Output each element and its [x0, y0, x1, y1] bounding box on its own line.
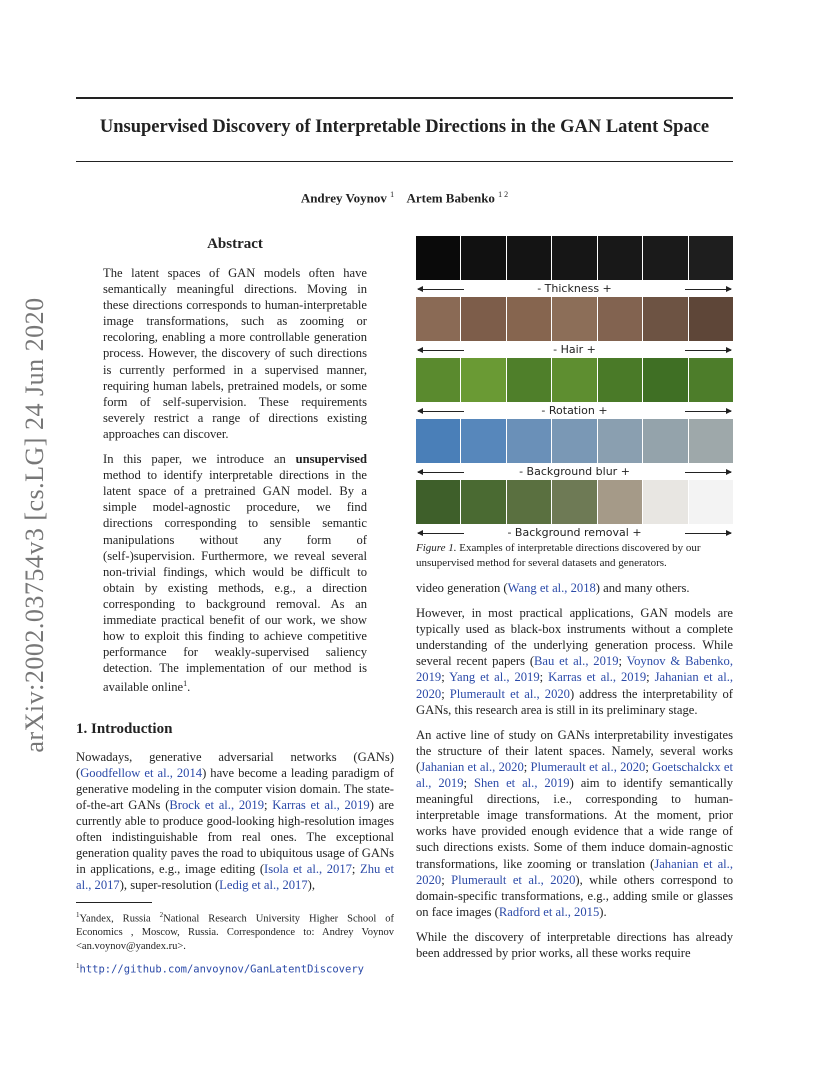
citation-link[interactable]: Isola et al., 2017	[264, 862, 352, 877]
introduction-body	[76, 749, 394, 894]
sample-image	[598, 297, 642, 341]
abstract-paragraph: The latent spaces of GAN models often have semantically meaningful directions. Moving in these directions corresponds to human-interpretable image transformations, such as zooming or recoloring, enabling a more controllable generation process. However, the discovery of such directions is currently performed in a supervised manner, requiring human labels, pretrained models, or some form of self-supervision. These requirements severely restrict a range of directions existing approaches can discover.	[103, 266, 367, 441]
abstract-heading: Abstract	[207, 236, 263, 252]
text-run: ;	[441, 872, 452, 887]
citation-link[interactable]: Plumerault et al., 2020	[449, 686, 570, 701]
direction-label	[416, 527, 733, 539]
section-heading-introduction: 1. Introduction	[76, 720, 173, 737]
text-run: .	[187, 680, 191, 695]
right-column	[416, 236, 733, 970]
text-run: ),	[307, 878, 315, 893]
sample-image	[552, 236, 596, 280]
sample-image	[507, 480, 551, 524]
footnote-rule	[76, 902, 152, 903]
sample-image	[507, 419, 551, 463]
footnote-marker: 1	[76, 962, 80, 971]
text-run: ), while others correspond to domain-specific transformations, e.g., adding smile or glasses on face images (	[416, 872, 733, 919]
citation-link[interactable]: Plumerault et al., 2020	[451, 872, 576, 887]
direction-label-text: - Background removal +	[503, 526, 645, 539]
sample-image	[598, 419, 642, 463]
sample-image	[552, 480, 596, 524]
sample-image	[643, 236, 687, 280]
text-run: National Research University Higher School of Economics , Moscow, Russia. Correspondence to: Andrey Voynov <an.voynov@yandex.ru>.	[76, 913, 394, 952]
text-run: Nowadays, generative adversarial networks (GANs) (	[76, 749, 394, 780]
figure-row	[416, 236, 733, 295]
text-run: ;	[441, 670, 450, 685]
citation-link[interactable]: Voynov & Babenko, 2019	[416, 654, 733, 685]
sample-image	[689, 358, 733, 402]
citation-link[interactable]: Bau et al., 2019	[534, 654, 619, 669]
sample-image	[552, 419, 596, 463]
citation-link[interactable]: Radford et al., 2015	[498, 904, 600, 919]
title-rule-top	[76, 97, 733, 99]
text-run: ;	[645, 759, 653, 774]
direction-label-text: - Thickness +	[533, 282, 616, 295]
footnote-marker: 1	[76, 911, 80, 920]
sample-image	[461, 419, 505, 463]
figure-1	[416, 236, 733, 539]
text-run: ;	[523, 759, 531, 774]
left-column	[76, 236, 394, 984]
right-column-body	[416, 580, 733, 961]
sample-image	[643, 480, 687, 524]
body-paragraph	[76, 749, 394, 894]
footnote-marker: 1	[183, 679, 188, 689]
arxiv-stamp	[20, 290, 50, 760]
sample-image	[598, 236, 642, 280]
bold-text: unsupervised	[295, 452, 367, 467]
image-strip	[416, 358, 733, 402]
text-run: ) aim to identify semantically meaningful directions, i.e., corresponding to human-interpretable image transformations. At the moment, prior works have provided enough evidence that a wide range of such directions exists. Some of them induce domain-agnostic transformations, like zooming or translation (	[416, 776, 733, 871]
citation-link[interactable]: Shen et al., 2019	[473, 776, 570, 791]
author-name: Andrey Voynov	[300, 190, 387, 206]
title-rule-bottom	[76, 161, 733, 162]
caption-text: Examples of interpretable directions discovered by our unsupervised method for several datasets and generators.	[416, 542, 701, 569]
text-run: ;	[264, 797, 273, 812]
text-run: ) address the interpretability of GANs, this research area is still in its preliminary stage.	[416, 686, 733, 717]
text-run: In this paper, we introduce an	[103, 452, 296, 467]
sample-image	[507, 358, 551, 402]
figure-caption	[416, 541, 733, 570]
text-run: ;	[646, 670, 655, 685]
sample-image	[461, 297, 505, 341]
text-run: ), super-resolution (	[119, 878, 220, 893]
text-run: An active line of study on GANs interpretability investigates the structure of their latent spaces. Namely, several works (	[416, 727, 733, 774]
sample-image	[416, 419, 460, 463]
text-run: ) and many others.	[595, 581, 690, 595]
image-strip	[416, 297, 733, 341]
figure-row	[416, 358, 733, 417]
citation-link[interactable]: Karras et al., 2019	[272, 797, 370, 812]
citation-link[interactable]: Wang et al., 2018	[507, 581, 596, 595]
sample-image	[689, 419, 733, 463]
text-run: ) are currently able to produce good-looking high-resolution images often indistinguishable from real ones. The exceptional generation quality paves the road to ubiquitous usage of GANs in applications, e.g., image editing (	[76, 797, 394, 877]
text-run: Yandex, Russia	[79, 913, 160, 925]
sample-image	[552, 297, 596, 341]
text-run: ).	[599, 904, 607, 919]
sample-image	[643, 419, 687, 463]
sample-image	[598, 480, 642, 524]
citation-link[interactable]: Jahanian et al., 2020	[416, 856, 733, 887]
paper-title: Unsupervised Discovery of Interpretable Directions in the GAN Latent Space	[99, 117, 710, 137]
sample-image	[643, 358, 687, 402]
citation-link[interactable]: Zhu et al., 2017	[76, 862, 394, 893]
abstract-paragraph	[103, 451, 367, 696]
sample-image	[461, 480, 505, 524]
sample-image	[643, 297, 687, 341]
figure-row	[416, 297, 733, 356]
sample-image	[461, 358, 505, 402]
abstract-body	[103, 265, 367, 696]
author-affiliation: 1 2	[498, 190, 509, 199]
sample-image	[689, 480, 733, 524]
author-line	[76, 190, 733, 206]
footnote-url	[76, 960, 394, 977]
citation-link[interactable]: Brock et al., 2019	[169, 797, 265, 812]
direction-label-text: - Rotation +	[537, 404, 611, 417]
arxiv-stamp-text: arXiv:2002.03754v3 [cs.LG] 24 Jun 2020	[20, 297, 49, 753]
image-strip	[416, 419, 733, 463]
text-run: video generation (	[416, 581, 508, 595]
sample-image	[461, 236, 505, 280]
text-run: ;	[441, 686, 450, 701]
citation-link[interactable]: Jahanian et al., 2020	[420, 759, 524, 774]
sample-image	[507, 236, 551, 280]
footnote-affiliations	[76, 909, 394, 953]
direction-label	[416, 283, 733, 295]
citation-link[interactable]: Plumerault et al., 2020	[530, 759, 646, 774]
sample-image	[507, 297, 551, 341]
citation-link[interactable]: Ledig et al., 2017	[219, 878, 308, 893]
footnote-marker: 2	[159, 911, 164, 920]
citation-link[interactable]: Jahanian et al., 2020	[416, 670, 733, 701]
text-run: ;	[463, 776, 474, 791]
figure-row	[416, 419, 733, 478]
figure-row	[416, 480, 733, 539]
author-affiliation: 1	[390, 190, 395, 199]
sample-image	[416, 480, 460, 524]
text-run: However, in most practical applications, GAN models are typically used as black-box instruments without a complete understanding of the underlying generation process. While several recent papers (	[416, 606, 733, 669]
direction-label-text: - Hair +	[549, 343, 600, 356]
image-strip	[416, 480, 733, 524]
text-run: ;	[351, 862, 361, 877]
sample-image	[552, 358, 596, 402]
caption-label: Figure 1.	[416, 542, 457, 554]
sample-image	[689, 236, 733, 280]
sample-image	[416, 358, 460, 402]
text-run: ;	[618, 654, 627, 669]
citation-link[interactable]: Goetschalckx et al., 2019	[416, 759, 733, 791]
author-name: Artem Babenko	[406, 190, 495, 206]
github-link[interactable]: http://github.com/anvoynov/GanLatentDiscovery	[79, 963, 364, 976]
sample-image	[689, 297, 733, 341]
text-run: ) have become a leading paradigm of generative modeling in the computer vision domain. The state-of-the-art GANs (	[76, 765, 394, 812]
direction-label-text: - Background blur +	[515, 465, 634, 478]
citation-link[interactable]: Goodfellow et al., 2014	[80, 765, 203, 780]
direction-label	[416, 344, 733, 356]
body-paragraph	[416, 727, 733, 920]
sample-image	[416, 297, 460, 341]
direction-label	[416, 405, 733, 417]
text-run: ;	[539, 670, 549, 685]
body-paragraph: While the discovery of interpretable directions has already been addressed by prior works, all these works require	[416, 929, 733, 960]
citation-link[interactable]: Karras et al., 2019	[548, 670, 647, 685]
body-paragraph	[416, 605, 733, 718]
sample-image	[598, 358, 642, 402]
text-run: method to identify interpretable directions in the latent space of a pretrained GAN model. By a simple model-agnostic procedure, we find directions corresponding to sensible semantic manipulations without any form of (self-)supervision. Furthermore, we reveal several non-trivial findings, which would be difficult to obtain by existing methods, e.g., a direction corresponding to background removal. As an immediate practical benefit of our work, we show how to exploit this finding to achieve competitive performance for weakly-supervised saliency detection. The implementation of our method is available online	[103, 468, 367, 695]
body-paragraph	[416, 580, 733, 596]
sample-image	[416, 236, 460, 280]
direction-label	[416, 466, 733, 478]
image-strip	[416, 236, 733, 280]
citation-link[interactable]: Yang et al., 2019	[449, 670, 540, 685]
